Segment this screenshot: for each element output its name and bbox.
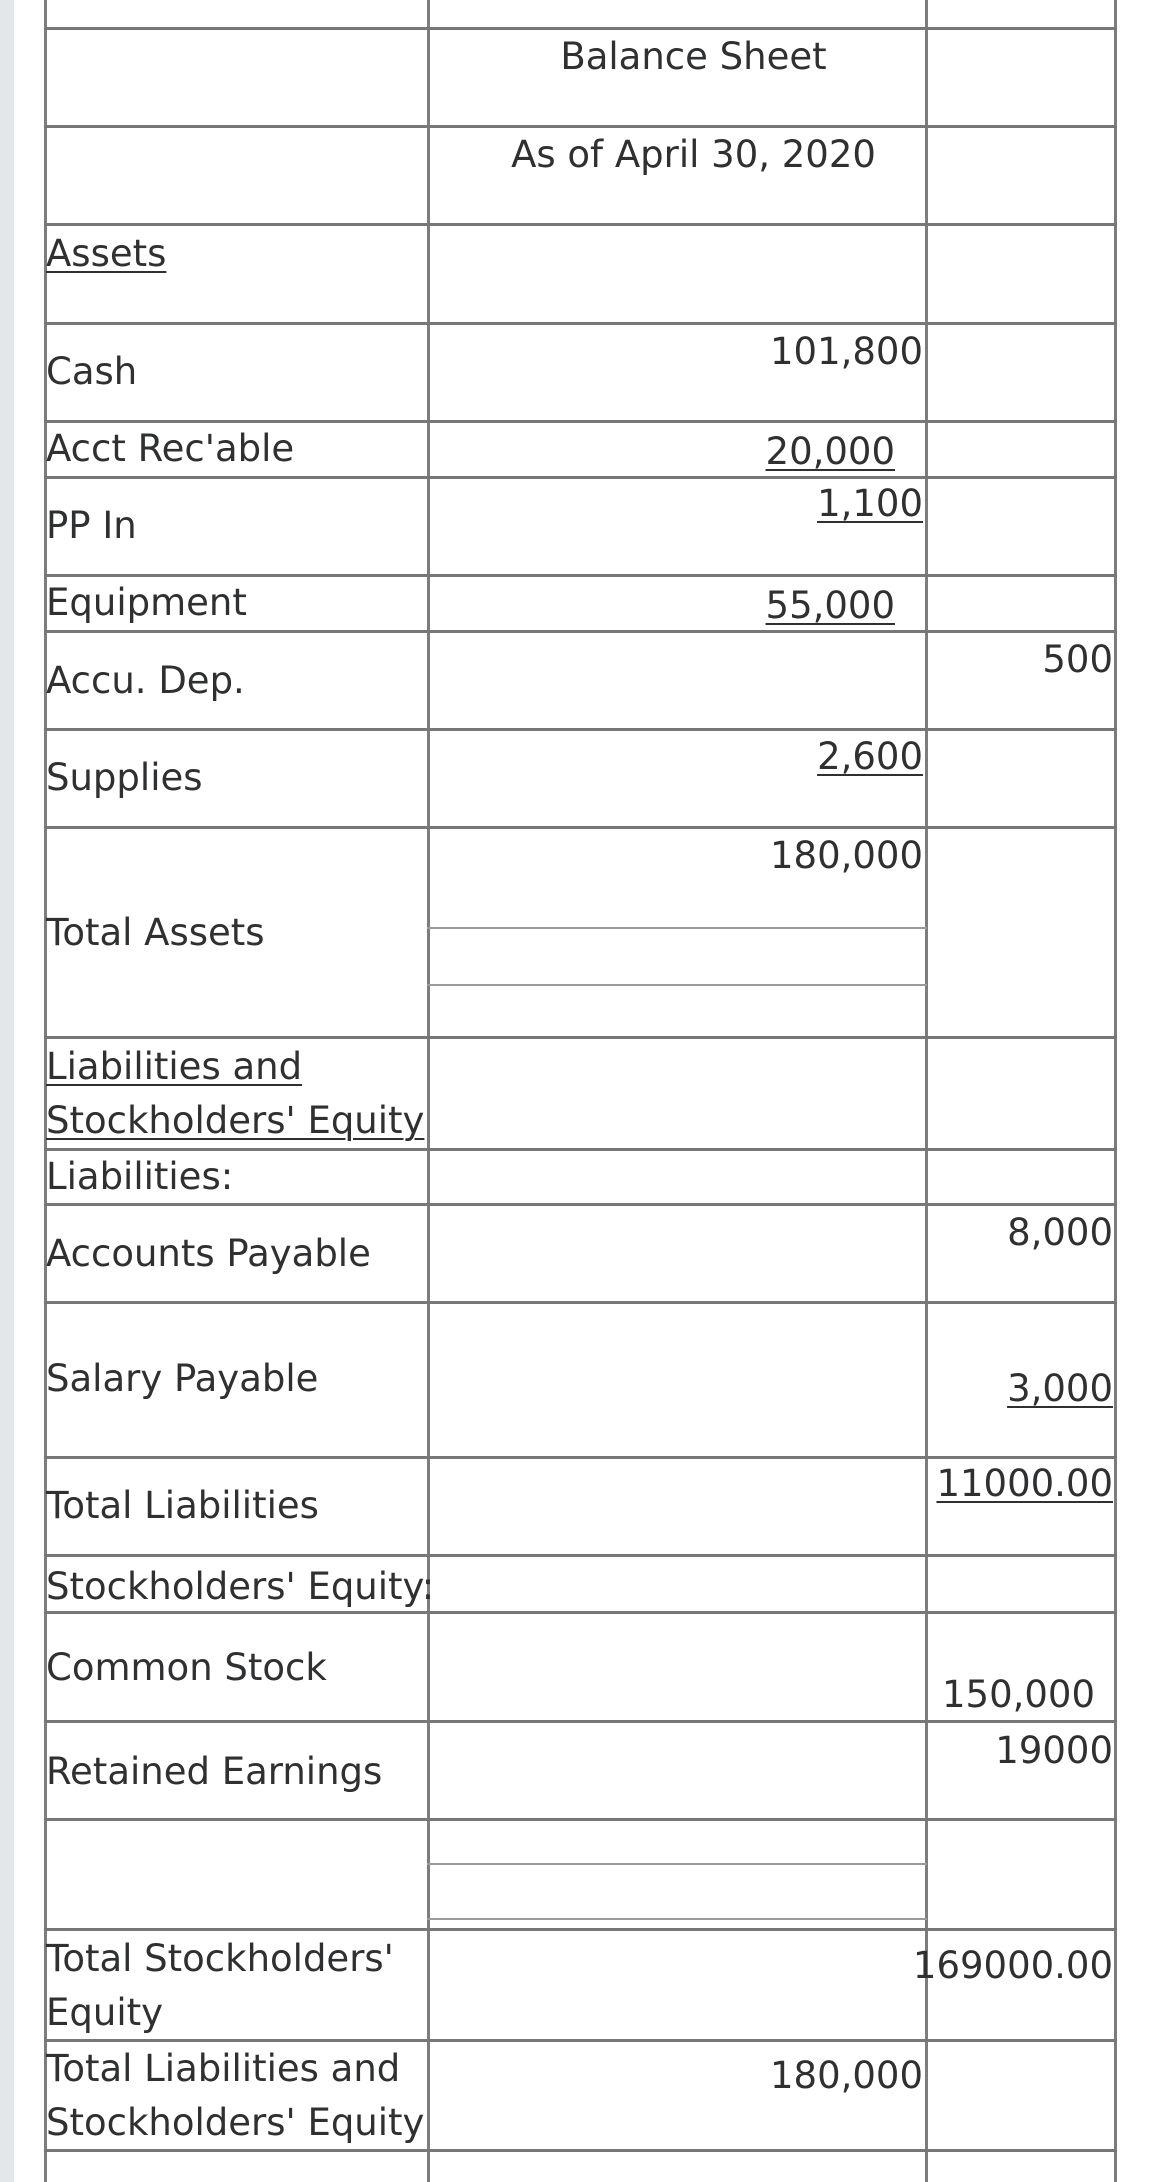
grid-line bbox=[427, 984, 927, 986]
total-assets-amount: 180,000 bbox=[769, 834, 923, 877]
grid-line bbox=[44, 630, 1117, 633]
total-liab-amount: 11000.00 bbox=[936, 1462, 1113, 1505]
accu-dep-amount: 500 bbox=[1042, 638, 1113, 681]
grid-line bbox=[44, 728, 1117, 731]
pp-amount: 1,100 bbox=[817, 482, 923, 525]
cash-amount: 101,800 bbox=[769, 330, 923, 373]
grid-line bbox=[427, 1863, 927, 1865]
grid-line bbox=[44, 27, 1117, 30]
se-heading: Stockholders' Equity: bbox=[46, 1565, 435, 1608]
grid-line bbox=[44, 826, 1117, 829]
salary-amount: 3,000 bbox=[1007, 1367, 1113, 1410]
total-se-amount: 169000.00 bbox=[912, 1944, 1113, 1987]
common-stock-label: Common Stock bbox=[46, 1646, 327, 1689]
ap-amount: 8,000 bbox=[1007, 1211, 1113, 1254]
total-le-label: Total Liabilities and Stockholders' Equity bbox=[46, 2047, 425, 2144]
equipment-amount: 55,000 bbox=[765, 584, 895, 627]
sheet-date: As of April 30, 2020 bbox=[511, 133, 876, 176]
total-liab-label: Total Liabilities bbox=[46, 1484, 319, 1527]
retained-label: Retained Earnings bbox=[46, 1750, 383, 1793]
balance-sheet bbox=[14, 0, 1155, 2182]
grid-line bbox=[44, 1554, 1117, 1557]
liab-equity-heading: Liabilities and Stockholders' Equity bbox=[46, 1045, 425, 1142]
retained-amount: 19000 bbox=[995, 1729, 1113, 1772]
assets-heading: Assets bbox=[46, 232, 167, 275]
grid-line bbox=[427, 927, 927, 929]
total-le-amount: 180,000 bbox=[769, 2054, 923, 2097]
equipment-label: Equipment bbox=[46, 581, 247, 624]
ap-label: Accounts Payable bbox=[46, 1232, 371, 1275]
ar-label: Acct Rec'able bbox=[46, 427, 295, 470]
grid-line bbox=[44, 1036, 1117, 1039]
ar-amount: 20,000 bbox=[765, 430, 895, 473]
total-assets-label: Total Assets bbox=[46, 911, 265, 954]
grid-line bbox=[44, 223, 1117, 226]
grid-line bbox=[44, 322, 1117, 325]
grid-line bbox=[44, 1818, 1117, 1821]
grid-line bbox=[44, 125, 1117, 128]
cash-label: Cash bbox=[46, 350, 138, 393]
supplies-label: Supplies bbox=[46, 756, 203, 799]
grid-line bbox=[925, 0, 928, 2182]
sheet-title: Balance Sheet bbox=[560, 35, 827, 78]
grid-line bbox=[1114, 0, 1117, 2182]
total-se-label: Total Stockholders' Equity bbox=[46, 1937, 394, 2034]
grid-line bbox=[44, 476, 1117, 479]
grid-line bbox=[427, 1918, 927, 1920]
liabilities-heading: Liabilities: bbox=[46, 1155, 234, 1198]
pp-label: PP In bbox=[46, 504, 137, 547]
salary-label: Salary Payable bbox=[46, 1357, 319, 1400]
supplies-amount: 2,600 bbox=[817, 735, 923, 778]
common-stock-amount: 150,000 bbox=[942, 1673, 1096, 1716]
grid-line bbox=[44, 1203, 1117, 1206]
grid-line bbox=[44, 1928, 1117, 1931]
accu-dep-label: Accu. Dep. bbox=[46, 659, 245, 702]
grid-line bbox=[44, 1301, 1117, 1304]
